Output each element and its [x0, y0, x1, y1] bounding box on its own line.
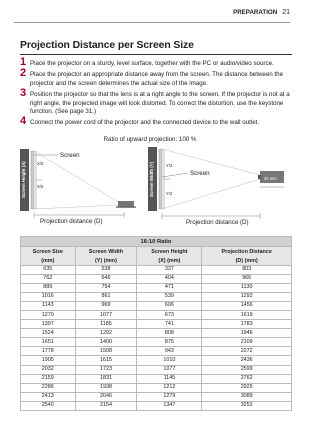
table-cell: 1077: [75, 311, 137, 320]
step-number: 4: [20, 115, 27, 128]
step-item: [20, 67, 292, 88]
section-title: PREPARATION: [233, 9, 278, 16]
table-row: [21, 275, 292, 284]
table-cell: 969: [75, 302, 137, 311]
step-item: [20, 56, 292, 69]
screen-label: Screen: [190, 170, 210, 177]
table-row: [21, 401, 292, 410]
title-underline: [20, 54, 292, 55]
table-row: [21, 311, 292, 320]
table-cell: 2286: [21, 383, 76, 392]
table-cell: 1347: [137, 401, 202, 410]
screen-label: Screen: [60, 152, 80, 159]
table-cell: 673: [137, 311, 202, 320]
projection-distance-label: Projection distance (D): [40, 218, 103, 225]
table-row: [21, 365, 292, 374]
table-cell: 2540: [21, 401, 76, 410]
column-header: Screen Size: [21, 247, 76, 257]
half-width-top: Y/2: [166, 163, 173, 168]
table-cell: 3089: [202, 392, 292, 401]
header-divider: [14, 22, 290, 23]
column-header: Screen Width: [75, 247, 137, 257]
column-header: Screen Height: [137, 247, 202, 257]
table-cell: 1456: [202, 302, 292, 311]
table-cell: 337: [137, 266, 202, 275]
side-view-diagram: [20, 147, 140, 227]
table-cell: 1778: [21, 347, 76, 356]
step-text: Position the projector so that the lens is at a right angle to the screen. If the projector is not at a right angle, the projected image will look distorted. To correct the distortion, use the keystone function. (See page 31.): [30, 90, 290, 116]
min-distance-label: 30 mm: [264, 176, 277, 181]
table-row: [21, 374, 292, 383]
column-unit: (Y) (mm): [75, 256, 137, 266]
table-cell: 1016: [21, 293, 76, 302]
table-cell: 2413: [21, 392, 76, 401]
column-header: Projection Distance: [202, 247, 292, 257]
table-cell: 1145: [137, 374, 202, 383]
table-body: [21, 266, 292, 411]
table-cell: 2599: [202, 365, 292, 374]
table-cell: 1293: [202, 293, 292, 302]
step-text: Place the projector on a sturdy, level surface, together with the PC or audio/video source.: [30, 60, 274, 67]
table-row: [21, 320, 292, 329]
table-cell: 861: [75, 293, 137, 302]
table-row: [21, 383, 292, 392]
table-cell: 966: [202, 275, 292, 284]
table-row: [21, 392, 292, 401]
table-cell: 2925: [202, 383, 292, 392]
table-cell: 1938: [75, 383, 137, 392]
table-row: [21, 293, 292, 302]
table-cell: 741: [137, 320, 202, 329]
table-cell: 1723: [75, 365, 137, 374]
table-cell: 1619: [202, 311, 292, 320]
column-unit: (D) (mm): [202, 256, 292, 266]
steps-list: [20, 56, 292, 131]
table-cell: 1508: [75, 347, 137, 356]
table-cell: 1651: [21, 338, 76, 347]
step-item: [20, 86, 292, 117]
table-cell: 2159: [21, 374, 76, 383]
table-cell: 1212: [137, 383, 202, 392]
step-number: 3: [20, 86, 27, 99]
table-cell: 471: [137, 284, 202, 293]
table-row: [21, 338, 292, 347]
table-cell: 2154: [75, 401, 137, 410]
table-cell: 635: [21, 266, 76, 275]
table-cell: 754: [75, 284, 137, 293]
table-cell: 1905: [21, 356, 76, 365]
step-item: [20, 115, 292, 128]
step-number: 1: [20, 56, 27, 68]
table-cell: 762: [21, 275, 76, 284]
table-row: [21, 266, 292, 275]
step-text: Place the projector an appropriate distance away from the screen. The distance between the projector and the screen determines the actual size of the image.: [30, 71, 284, 87]
table-cell: 2032: [21, 365, 76, 374]
table-cell: 943: [137, 347, 202, 356]
table-cell: 1270: [21, 311, 76, 320]
table-cell: 1279: [137, 392, 202, 401]
table-cell: 1783: [202, 320, 292, 329]
table-row: [21, 284, 292, 293]
table-row: [21, 329, 292, 338]
table-cell: 1831: [75, 374, 137, 383]
half-width-bottom: Y/2: [166, 191, 173, 196]
page-number: 21: [282, 9, 290, 16]
table-cell: 1077: [137, 365, 202, 374]
table-cell: 2436: [202, 356, 292, 365]
column-unit: (mm): [21, 256, 76, 266]
table-row: [21, 302, 292, 311]
table-row: [21, 347, 292, 356]
table-cell: 1143: [21, 302, 76, 311]
step-number: 2: [20, 67, 27, 80]
table-cell: 1185: [75, 320, 137, 329]
half-height-top: X/2: [37, 161, 44, 166]
table-cell: 2762: [202, 374, 292, 383]
table-cell: 803: [202, 266, 292, 275]
table-cell: 646: [75, 275, 137, 284]
table-cell: 2046: [75, 392, 137, 401]
top-view-diagram: [148, 147, 292, 227]
top-view-illustration: [148, 147, 292, 227]
table-caption: 16:10 Ratio: [21, 237, 292, 247]
half-height-bottom: X/2: [37, 184, 44, 189]
table-cell: 1292: [75, 329, 137, 338]
page-header: [233, 9, 290, 16]
screen-height-label: Screen Height (X): [21, 161, 26, 199]
table-cell: 875: [137, 338, 202, 347]
upward-ratio-text: Ratio of upward projection: 100 %: [103, 136, 197, 143]
projection-distance-label: Projection distance (D): [186, 219, 249, 226]
table-cell: 1400: [75, 338, 137, 347]
projection-distance-table: [20, 236, 292, 411]
table-cell: 2272: [202, 347, 292, 356]
table-cell: 1010: [137, 356, 202, 365]
table-cell: 404: [137, 275, 202, 284]
table-cell: 889: [21, 284, 76, 293]
table-cell: 1397: [21, 320, 76, 329]
table-cell: 808: [137, 329, 202, 338]
step-text: Connect the power cord of the projector and the connected device to the wall outlet.: [30, 119, 260, 127]
screen-width-label: Screen Width (Y): [149, 161, 154, 197]
table-cell: 538: [75, 266, 137, 275]
table-cell: 2109: [202, 338, 292, 347]
table-cell: 3252: [202, 401, 292, 410]
column-unit: (X) (mm): [137, 256, 202, 266]
table-cell: 1946: [202, 329, 292, 338]
table-cell: 606: [137, 302, 202, 311]
table-cell: 1524: [21, 329, 76, 338]
table-cell: 1130: [202, 284, 292, 293]
table-cell: 539: [137, 293, 202, 302]
page-title: Projection Distance per Screen Size: [20, 40, 194, 51]
table-row: [21, 356, 292, 365]
table-cell: 1615: [75, 356, 137, 365]
